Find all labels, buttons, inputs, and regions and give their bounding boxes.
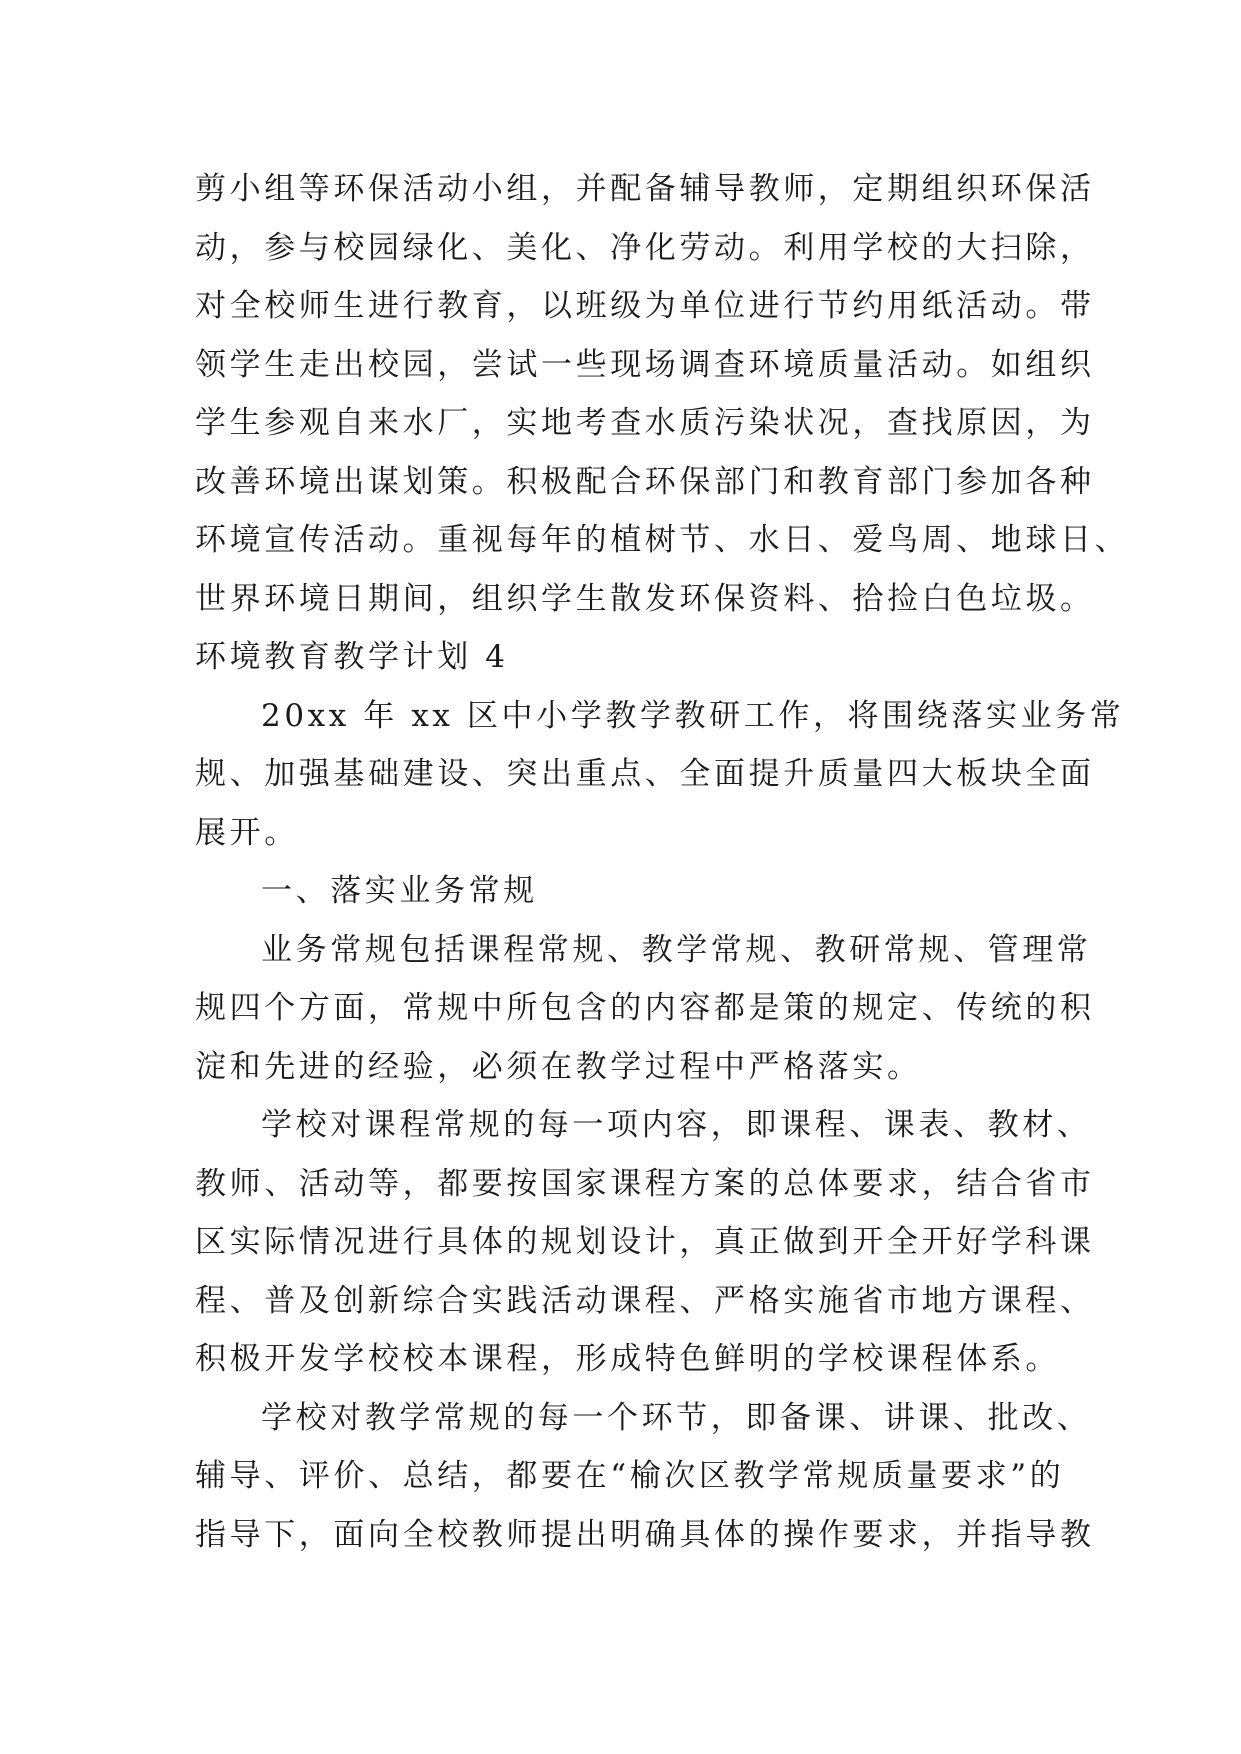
text-line: 学校对课程常规的每一项内容，即课程、课表、教材、 bbox=[261, 1107, 1092, 1143]
text-line: 规四个方面，常规中所包含的内容都是策的规定、传统的积 bbox=[195, 990, 1095, 1026]
text-line: 对全校师生进行教育，以班级为单位进行节约用纸活动。带 bbox=[195, 288, 1095, 324]
section-heading: 环境教育教学计划 4 bbox=[195, 639, 509, 675]
text-line: 剪小组等环保活动小组，并配备辅导教师，定期组织环保活 bbox=[195, 171, 1095, 207]
subsection-heading: 一、落实业务常规 bbox=[261, 873, 538, 909]
text-line: 领学生走出校园，尝试一些现场调查环境质量活动。如组织 bbox=[195, 346, 1095, 383]
text-line: 20xx 年 xx 区中小学教学教研工作，将围绕落实业务常 bbox=[261, 697, 1125, 734]
text-line: 教师、活动等，都要按国家课程方案的总体要求，结合省市 bbox=[195, 1165, 1095, 1202]
text-line: 学生参观自来水厂，实地考查水质污染状况，查找原因，为 bbox=[195, 405, 1095, 441]
text-line: 指导下，面向全校教师提出明确具体的操作要求，并指导教 bbox=[195, 1516, 1095, 1553]
text-line: 区实际情况进行具体的规划设计，真正做到开全开好学科课 bbox=[195, 1224, 1095, 1260]
text-line: 世界环境日期间，组织学生散发环保资料、拾捡白色垃圾。 bbox=[195, 580, 1095, 617]
text-line: 学校对教学常规的每一个环节，即备课、讲课、批改、 bbox=[261, 1399, 1092, 1436]
text-line: 动，参与校园绿化、美化、净化劳动。利用学校的大扫除， bbox=[195, 229, 1095, 266]
text-line: 环境宣传活动。重视每年的植树节、水日、爱鸟周、地球日、 bbox=[195, 522, 1130, 558]
text-line: 程、普及创新综合实践活动课程、严格实施省市地方课程、 bbox=[195, 1282, 1095, 1319]
text-line: 辅导、评价、总结，都要在“榆次区教学常规质量要求”的 bbox=[195, 1458, 1065, 1494]
text-line: 积极开发学校校本课程，形成特色鲜明的学校课程体系。 bbox=[195, 1341, 1060, 1377]
text-line: 淀和先进的经验，必须在教学过程中严格落实。 bbox=[195, 1048, 922, 1085]
document-body bbox=[195, 160, 1130, 1564]
text-line: 改善环境出谋划策。积极配合环保部门和教育部门参加各种 bbox=[195, 463, 1095, 500]
text-line: 业务常规包括课程常规、教学常规、教研常规、管理常 bbox=[261, 931, 1092, 968]
text-line: 展开。 bbox=[195, 814, 299, 851]
text-line: 规、加强基础建设、突出重点、全面提升质量四大板块全面 bbox=[195, 756, 1095, 792]
